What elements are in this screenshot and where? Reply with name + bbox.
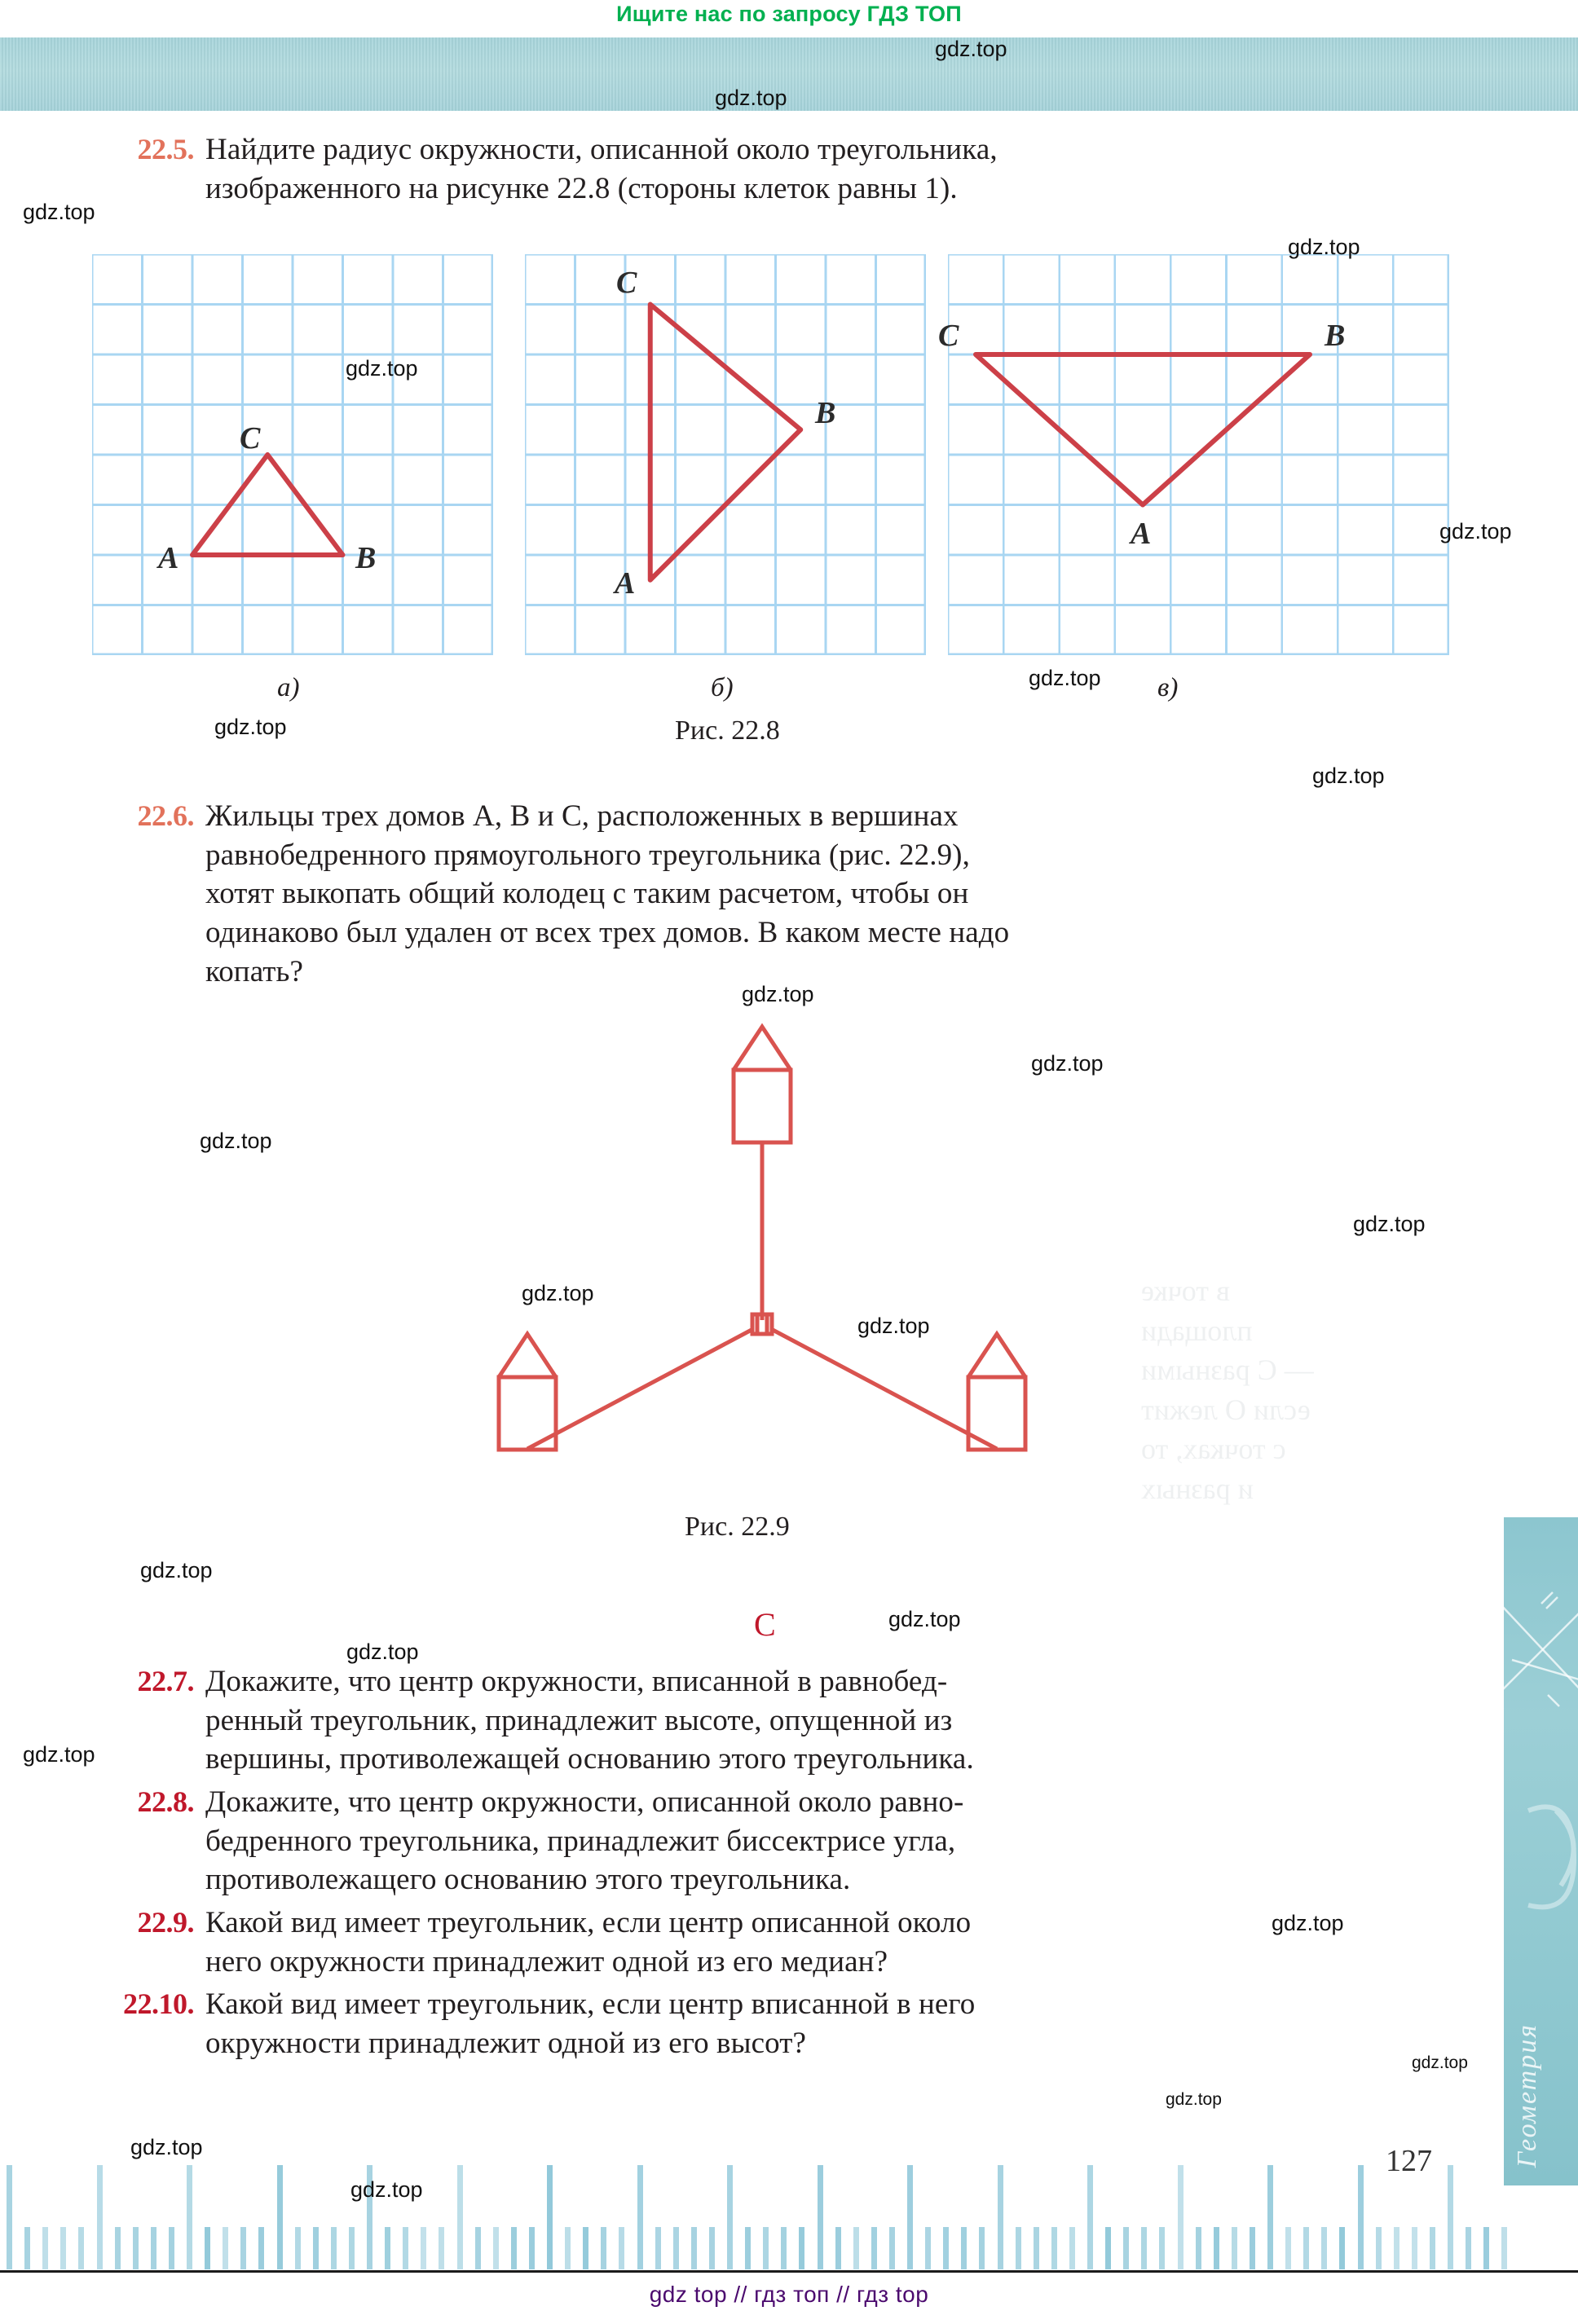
exercise-number: 22.10. — [123, 1987, 194, 2020]
watermark: gdz.top — [140, 1558, 213, 1582]
exercise-number: 22.7. — [137, 1665, 194, 1697]
exercise-line: Жильцы трех домов A, B и C, расположенных в вершинах — [205, 799, 959, 833]
ruler-tick — [853, 2227, 859, 2269]
ruler-tick — [1483, 2227, 1489, 2269]
ruler-tick — [871, 2227, 877, 2269]
exercise-line: копать? — [205, 954, 304, 988]
watermark: gdz.top — [130, 2135, 203, 2159]
vertex-label-B: B — [1325, 319, 1346, 353]
ruler-tick — [421, 2227, 426, 2269]
vertex-label-C: C — [240, 421, 261, 456]
ruler-tick — [547, 2165, 553, 2269]
watermark: gdz.top — [715, 86, 787, 110]
figure-22-9-caption: Рис. 22.9 — [685, 1512, 790, 1542]
footer-text: gdz top // гдз топ // гдз top — [649, 2282, 929, 2307]
ruler-tick — [1339, 2227, 1345, 2269]
ruler-tick — [655, 2227, 661, 2269]
ruler-decoration — [0, 2159, 1504, 2269]
ruler-tick — [295, 2227, 301, 2269]
header-band — [0, 37, 1578, 111]
house-bottom-right — [968, 1334, 1025, 1450]
ruler-tick — [763, 2227, 769, 2269]
ruler-tick — [1376, 2227, 1382, 2269]
ruler-tick — [799, 2227, 804, 2269]
figure-22-8-panel-a — [92, 254, 493, 655]
vertex-label-B: B — [815, 396, 836, 430]
ruler-tick — [1448, 2165, 1453, 2269]
watermark: gdz.top — [350, 2177, 423, 2202]
ruler-tick — [60, 2227, 66, 2269]
exercise-22-7 — [90, 1662, 1459, 1779]
triangle-abc-c — [976, 354, 1310, 505]
ruler-tick — [115, 2227, 121, 2269]
exercise-22-10 — [78, 1985, 1459, 2062]
ruler-tick — [1123, 2227, 1129, 2269]
grid-panel-c-svg — [948, 254, 1449, 655]
exercise-22-9 — [90, 1904, 1459, 1981]
ruler-tick — [1501, 2227, 1507, 2269]
ruler-tick — [529, 2227, 535, 2269]
exercise-line: Найдите радиус окружности, описанной около треугольника, — [205, 133, 998, 166]
exercise-22-8 — [90, 1783, 1459, 1899]
ruler-tick — [907, 2165, 913, 2269]
ruler-tick — [745, 2227, 751, 2269]
ruler-tick — [727, 2165, 733, 2269]
ruler-tick — [385, 2227, 390, 2269]
ruler-tick — [277, 2165, 283, 2269]
ruler-tick — [979, 2227, 985, 2269]
ruler-tick — [998, 2165, 1003, 2269]
vertex-label-A: A — [1131, 517, 1152, 551]
path-well-to-left — [527, 1330, 752, 1449]
exercise-number: 22.8. — [137, 1785, 194, 1818]
page-number: 127 — [1386, 2144, 1432, 2178]
exercise-line: хотят выкопать общий колодец с таким расчетом, чтобы он — [205, 877, 969, 911]
ruler-tick — [493, 2227, 499, 2269]
ruler-tick — [565, 2227, 571, 2269]
vertex-label-C: C — [938, 319, 959, 353]
ruler-tick — [7, 2165, 12, 2269]
ruler-tick — [1285, 2227, 1291, 2269]
exercise-text — [205, 1904, 1459, 1981]
bleed-through-ghost-text: в точке площади — С разными если О лежит с точках, то и разных — [1141, 1274, 1314, 1505]
ruler-tick — [691, 2227, 697, 2269]
ruler-tick — [258, 2227, 264, 2269]
ruler-tick — [637, 2165, 643, 2269]
exercise-line: противолежащего основанию этого треугольника. — [205, 1863, 851, 1897]
exercise-22-6 — [90, 797, 1459, 992]
ruler-tick — [1069, 2227, 1075, 2269]
ruler-tick — [1250, 2227, 1255, 2269]
exercise-text — [205, 1985, 1459, 2062]
exercise-line: изображенного на рисунке 22.8 (стороны клеток равны 1). — [205, 171, 958, 205]
section-label-c: C — [754, 1606, 776, 1643]
ruler-tick — [1051, 2227, 1057, 2269]
ruler-tick — [781, 2227, 787, 2269]
ruler-tick — [1394, 2227, 1399, 2269]
vertex-label-B: B — [355, 541, 377, 575]
exercise-line: бедренного треугольника, принадлежит биссектрисе угла, — [205, 1824, 956, 1858]
watermark: gdz.top — [935, 37, 1007, 61]
ruler-tick — [943, 2227, 949, 2269]
ruler-tick — [961, 2227, 967, 2269]
exercise-line: равнобедренного прямоугольного треугольника (рис. 22.9), — [205, 838, 970, 872]
watermark: gdz.top — [742, 982, 814, 1006]
exercise-line: Докажите, что центр окружности, описанной около равно- — [205, 1785, 964, 1819]
watermark: gdz.top — [1312, 764, 1385, 788]
house-top — [734, 1027, 791, 1142]
footer-divider — [0, 2270, 1578, 2273]
exercise-line: вершины, противолежащей основанию этого треугольника. — [205, 1742, 974, 1776]
side-decoration-strip — [1504, 1517, 1578, 2185]
ruler-tick — [151, 2227, 156, 2269]
ruler-tick — [709, 2227, 715, 2269]
figure-label-b: б) — [711, 673, 734, 702]
exercise-line: Какой вид имеет треугольник, если центр описанной около — [205, 1906, 972, 1939]
watermark: gdz.top — [346, 1640, 419, 1664]
ruler-tick — [925, 2227, 931, 2269]
ruler-tick — [133, 2227, 139, 2269]
exercise-line: окружности принадлежит одной из его высот? — [205, 2026, 807, 2060]
grid-panel-b-svg — [525, 254, 926, 655]
ruler-tick — [439, 2227, 444, 2269]
promo-banner: Ищите нас по запросу ГДЗ ТОП — [616, 2, 962, 26]
watermark: gdz.top — [522, 1281, 594, 1305]
exercise-line: Докажите, что центр окружности, вписанной в равнобед- — [205, 1665, 948, 1698]
ruler-tick — [223, 2227, 228, 2269]
watermark: gdz.top — [857, 1314, 930, 1338]
ruler-tick — [583, 2227, 588, 2269]
exercise-text — [205, 797, 1459, 992]
exercise-text — [205, 130, 1459, 208]
ruler-tick — [1159, 2227, 1165, 2269]
ruler-tick — [475, 2227, 481, 2269]
grid-panel-a-svg — [92, 254, 493, 655]
watermark: gdz.top — [1412, 2053, 1468, 2072]
ruler-tick — [1178, 2165, 1184, 2269]
watermark: gdz.top — [1288, 235, 1360, 259]
house-bottom-left — [499, 1334, 556, 1450]
watermark: gdz.top — [1166, 2090, 1222, 2109]
exercise-text — [205, 1662, 1459, 1779]
ruler-tick — [78, 2227, 84, 2269]
figure-label-a: а) — [277, 673, 300, 702]
ruler-tick — [1016, 2227, 1021, 2269]
ruler-tick — [835, 2227, 841, 2269]
ruler-tick — [1412, 2227, 1417, 2269]
path-well-to-right — [773, 1330, 997, 1449]
vertex-label-C: C — [616, 266, 637, 300]
figure-22-8-panel-b — [525, 254, 926, 655]
ruler-tick — [1232, 2227, 1237, 2269]
ruler-tick — [619, 2227, 624, 2269]
ruler-tick — [403, 2227, 408, 2269]
ruler-tick — [42, 2227, 48, 2269]
vertex-label-A: A — [158, 541, 179, 575]
ruler-tick — [97, 2165, 103, 2269]
exercise-text — [205, 1783, 1459, 1899]
figure-22-9 — [456, 1002, 1076, 1491]
exercise-number: 22.9. — [137, 1906, 194, 1939]
ruler-tick — [1087, 2165, 1093, 2269]
watermark: gdz.top — [1439, 519, 1512, 544]
ruler-tick — [349, 2227, 355, 2269]
exercise-line: него окружности принадлежит одной из его медиан? — [205, 1944, 888, 1978]
watermark: gdz.top — [346, 356, 418, 381]
ruler-tick — [889, 2227, 895, 2269]
ruler-tick — [187, 2165, 192, 2269]
watermark: gdz.top — [1031, 1051, 1104, 1076]
ruler-tick — [1430, 2227, 1435, 2269]
exercise-line: Какой вид имеет треугольник, если центр вписанной в него — [205, 1987, 976, 2021]
exercise-line: одинаково был удален от всех трех домов. В каком месте надо — [205, 916, 1010, 950]
ruler-tick — [511, 2227, 517, 2269]
vertex-label-A: A — [615, 566, 636, 601]
watermark: gdz.top — [888, 1607, 961, 1631]
watermark: gdz.top — [214, 715, 287, 739]
ruler-tick — [1466, 2227, 1471, 2269]
exercise-22-5 — [90, 130, 1459, 208]
ruler-tick — [1105, 2227, 1111, 2269]
watermark: gdz.top — [200, 1129, 272, 1153]
side-strip-script-text: Геометрия — [1512, 2022, 1542, 2168]
ruler-tick — [1214, 2227, 1219, 2269]
figure-22-8-caption: Рис. 22.8 — [675, 715, 780, 746]
watermark: gdz.top — [23, 200, 95, 224]
watermark: gdz.top — [1353, 1212, 1426, 1236]
ruler-tick — [331, 2227, 337, 2269]
ruler-tick — [673, 2227, 679, 2269]
ruler-tick — [24, 2227, 30, 2269]
ruler-tick — [169, 2227, 174, 2269]
ruler-tick — [1321, 2227, 1327, 2269]
figure-22-9-svg — [456, 1002, 1076, 1491]
ruler-tick — [457, 2165, 463, 2269]
ruler-tick — [1034, 2227, 1039, 2269]
watermark: gdz.top — [1029, 666, 1101, 690]
ruler-tick — [313, 2227, 319, 2269]
figure-22-8-panel-c — [938, 254, 1449, 655]
ruler-tick — [1267, 2165, 1273, 2269]
ruler-tick — [1196, 2227, 1201, 2269]
figure-label-c: в) — [1157, 673, 1179, 702]
exercise-line: ренный треугольник, принадлежит высоте, опущенной из — [205, 1703, 953, 1737]
exercise-number: 22.6. — [137, 799, 194, 832]
watermark: gdz.top — [1272, 1911, 1344, 1935]
exercise-number: 22.5. — [137, 133, 194, 165]
ruler-tick — [205, 2227, 210, 2269]
ruler-tick — [1358, 2165, 1364, 2269]
ruler-tick — [1141, 2227, 1147, 2269]
ruler-tick — [601, 2227, 606, 2269]
ruler-tick — [818, 2165, 823, 2269]
watermark: gdz.top — [23, 1742, 95, 1767]
ruler-tick — [367, 2165, 372, 2269]
ruler-tick — [1303, 2227, 1309, 2269]
ruler-tick — [240, 2227, 246, 2269]
